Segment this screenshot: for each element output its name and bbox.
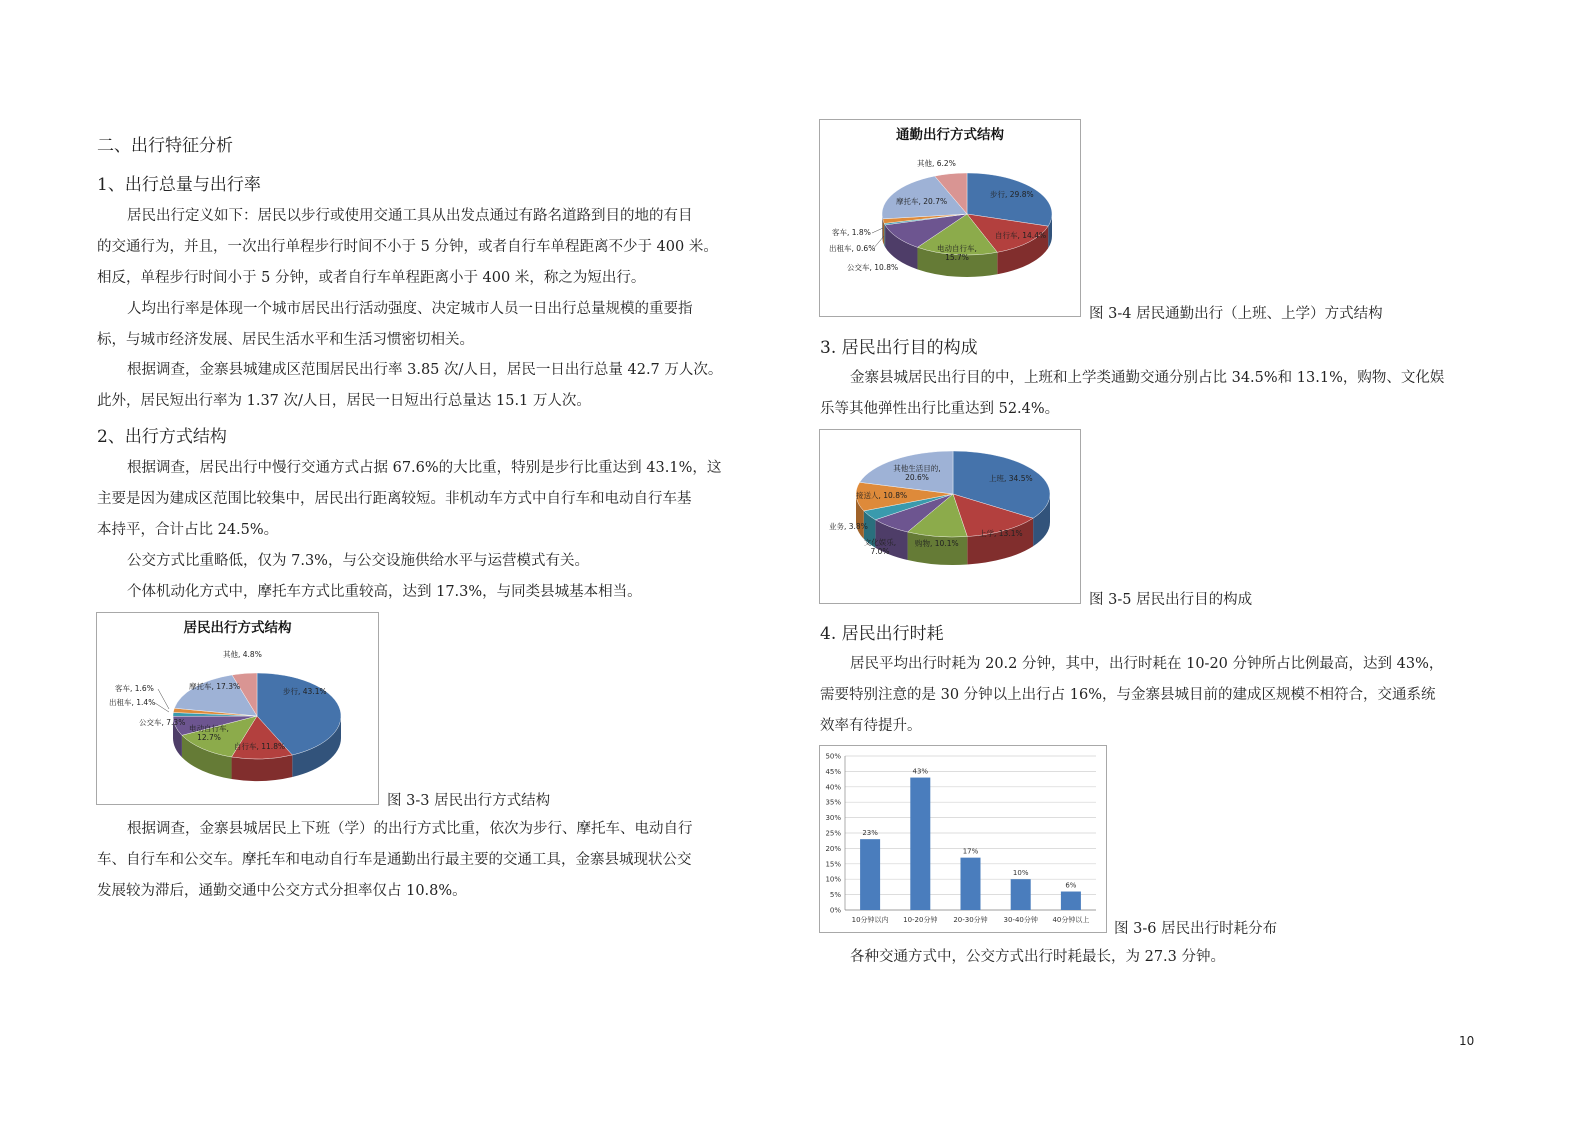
paragraph-motorcycle: 个体机动化方式中，摩托车方式比重较高，达到 17.3%，与同类县城基本相当。	[127, 584, 642, 600]
paragraph-travel-rate	[97, 294, 760, 356]
paragraph-bus: 公交方式比重略低，仅为 7.3%，与公交设施供给水平与运营模式有关。	[127, 553, 589, 569]
pie-slice-label: 摩托车, 17.3%	[189, 682, 241, 691]
text-line: 标，与城市经济发展、居民生活水平和生活习惯密切相关。	[97, 332, 474, 348]
pie-slice-label: 步行, 43.1%	[283, 687, 327, 696]
heading-travel-time: 4. 居民出行时耗	[820, 624, 944, 644]
paragraph-bus-time: 各种交通方式中，公交方式出行时耗最长，为 27.3 分钟。	[850, 949, 1226, 965]
pie-slice-label: 电动自行车,	[937, 244, 977, 253]
text-line: 本持平，合计占比 24.5%。	[97, 522, 279, 538]
heading-mode-structure: 2、出行方式结构	[97, 427, 227, 447]
paragraph-purpose	[820, 363, 1484, 425]
pie-slice-label: 电动自行车,	[189, 724, 229, 733]
x-tick-label: 10-20分钟	[903, 916, 938, 924]
pie-slice-label: 步行, 29.8%	[990, 190, 1034, 199]
y-tick-label: 15%	[825, 860, 841, 869]
text-line: 根据调查，金寨县城建成区范围居民出行率 3.85 次/人日，居民一日出行总量 42.7 万人次。	[127, 362, 723, 378]
pie-chart	[820, 120, 1080, 316]
paragraph-definition	[97, 201, 760, 294]
bar	[961, 858, 981, 910]
page-number: 10	[1459, 1034, 1475, 1048]
chart-commute-mode	[819, 119, 1081, 317]
y-tick-label: 25%	[825, 829, 841, 838]
text-line: 根据调查，居民出行中慢行交通方式占据 67.6%的大比重，特别是步行比重达到 43.1%，这	[127, 460, 722, 476]
pie-slice-label: 12.7%	[197, 733, 221, 742]
figure-caption: 图 3-4 居民通勤出行（上班、上学）方式结构	[1089, 306, 1383, 322]
pie-slice-label: 其他, 4.8%	[223, 650, 262, 659]
bar	[1061, 892, 1081, 910]
pie-slice-label: 上班, 34.5%	[989, 474, 1033, 483]
pie-slice-label: 15.7%	[945, 253, 969, 262]
pie-slice-label: 上学, 13.1%	[979, 529, 1023, 538]
y-tick-label: 0%	[829, 906, 841, 915]
pie-chart	[820, 430, 1080, 603]
x-tick-label: 20-30分钟	[953, 916, 988, 924]
leader-line	[155, 703, 169, 712]
pie-slice-label: 自行车, 11.8%	[234, 742, 286, 751]
pie-slice-label: 其他, 6.2%	[917, 159, 956, 168]
y-tick-label: 50%	[825, 752, 841, 761]
pie-slice-label: 摩托车, 20.7%	[896, 197, 948, 206]
text-line: 需要特别注意的是 30 分钟以上出行占 16%，与金寨县城目前的建成区规模不相符合，交通系统	[820, 687, 1436, 703]
leader-line	[873, 236, 884, 249]
bar-value-label: 23%	[862, 829, 878, 838]
pie-slice-label: 文化娱乐,	[863, 538, 897, 547]
pie-slice-label: 客车, 1.6%	[115, 684, 154, 693]
y-tick-label: 5%	[829, 891, 841, 900]
y-tick-label: 20%	[825, 844, 841, 853]
pie-slice-label: 公交车, 10.8%	[847, 263, 899, 272]
pie-slice-label: 其他生活目的,	[893, 464, 941, 473]
text-line: 相反，单程步行时间小于 5 分钟，或者自行车单程距离小于 400 米，称之为短出行。	[97, 270, 646, 286]
bar-value-label: 10%	[1012, 869, 1029, 878]
pie-slice-label: 7.0%	[870, 547, 890, 556]
section-title: 二、出行特征分析	[97, 136, 233, 156]
x-tick-label: 10分钟以内	[851, 916, 889, 924]
paragraph-travel-time	[820, 649, 1484, 742]
paragraph-survey-rate	[97, 355, 760, 417]
text-line: 金寨县城居民出行目的中，上班和上学类通勤交通分别占比 34.5%和 13.1%，购物、文化娱	[850, 370, 1445, 386]
paragraph-slow-traffic	[97, 453, 760, 546]
y-tick-label: 10%	[825, 875, 841, 884]
text-line: 效率有待提升。	[820, 718, 922, 734]
x-tick-label: 40分钟以上	[1052, 916, 1090, 924]
x-tick-label: 30-40分钟	[1003, 916, 1038, 924]
bar	[860, 839, 880, 910]
y-tick-label: 40%	[825, 783, 841, 792]
leader-line	[872, 228, 883, 233]
chart-travel-time	[819, 745, 1107, 933]
heading-travel-volume: 1、出行总量与出行率	[97, 175, 261, 195]
chart-trip-purpose	[819, 429, 1081, 604]
bar-chart	[820, 746, 1106, 932]
pie-slice-label: 公交车, 7.3%	[139, 718, 186, 727]
figure-caption: 图 3-6 居民出行时耗分布	[1114, 921, 1278, 937]
text-line: 居民出行定义如下：居民以步行或使用交通工具从出发点通过有路名道路到目的地的有目	[127, 208, 693, 224]
y-tick-label: 30%	[825, 814, 841, 823]
pie-slice-label: 出租车, 0.6%	[829, 244, 876, 253]
text-line: 根据调查，金寨县城居民上下班（学）的出行方式比重，依次为步行、摩托车、电动自行	[127, 821, 693, 837]
figure-caption: 图 3-5 居民出行目的构成	[1089, 592, 1253, 608]
pie-slice-label: 20.6%	[905, 473, 929, 482]
chart-mode-structure	[96, 612, 379, 805]
text-line: 的交通行为，并且，一次出行单程步行时间不小于 5 分钟，或者自行车单程距离不少于 400 米。	[97, 239, 718, 255]
text-line: 主要是因为建成区范围比较集中，居民出行距离较短。非机动车方式中自行车和电动自行车基	[97, 491, 692, 507]
text-line: 车、自行车和公交车。摩托车和电动自行车是通勤出行最主要的交通工具，金寨县城现状公交	[97, 852, 692, 868]
pie-chart	[97, 613, 378, 804]
heading-trip-purpose: 3. 居民出行目的构成	[820, 338, 978, 358]
y-tick-label: 45%	[825, 767, 841, 776]
bar-value-label: 6%	[1065, 881, 1077, 890]
bar-value-label: 43%	[912, 767, 929, 776]
pie-slice-side	[884, 223, 885, 246]
pie-slice-label: 购物, 10.1%	[915, 539, 959, 548]
text-line: 人均出行率是体现一个城市居民出行活动强度、决定城市人员一日出行总量规模的重要指	[127, 301, 693, 317]
text-line: 居民平均出行时耗为 20.2 分钟，其中，出行时耗在 10-20 分钟所占比例最高，达到 43%，	[850, 656, 1444, 672]
pie-slice-label: 客车, 1.8%	[832, 228, 871, 237]
pie-slice-label: 自行车, 14.4%	[995, 231, 1047, 240]
text-line: 乐等其他弹性出行比重达到 52.4%。	[820, 401, 1060, 417]
bar	[1011, 879, 1031, 910]
pie-slice-label: 出租车, 1.4%	[109, 698, 156, 707]
chart-title: 居民出行方式结构	[183, 620, 292, 636]
chart-title: 通勤出行方式结构	[896, 127, 1004, 143]
text-line: 发展较为滞后，通勤交通中公交方式分担率仅占 10.8%。	[97, 883, 467, 899]
bar	[910, 778, 930, 910]
text-line: 此外，居民短出行率为 1.37 次/人日，居民一日短出行总量达 15.1 万人次。	[97, 393, 591, 409]
pie-slice-label: 接送人, 10.8%	[856, 491, 908, 500]
paragraph-commute	[97, 814, 760, 907]
y-tick-label: 35%	[825, 798, 841, 807]
figure-caption: 图 3-3 居民出行方式结构	[387, 793, 551, 809]
pie-slice-label: 业务, 3.8%	[829, 522, 868, 531]
bar-value-label: 17%	[962, 847, 979, 856]
